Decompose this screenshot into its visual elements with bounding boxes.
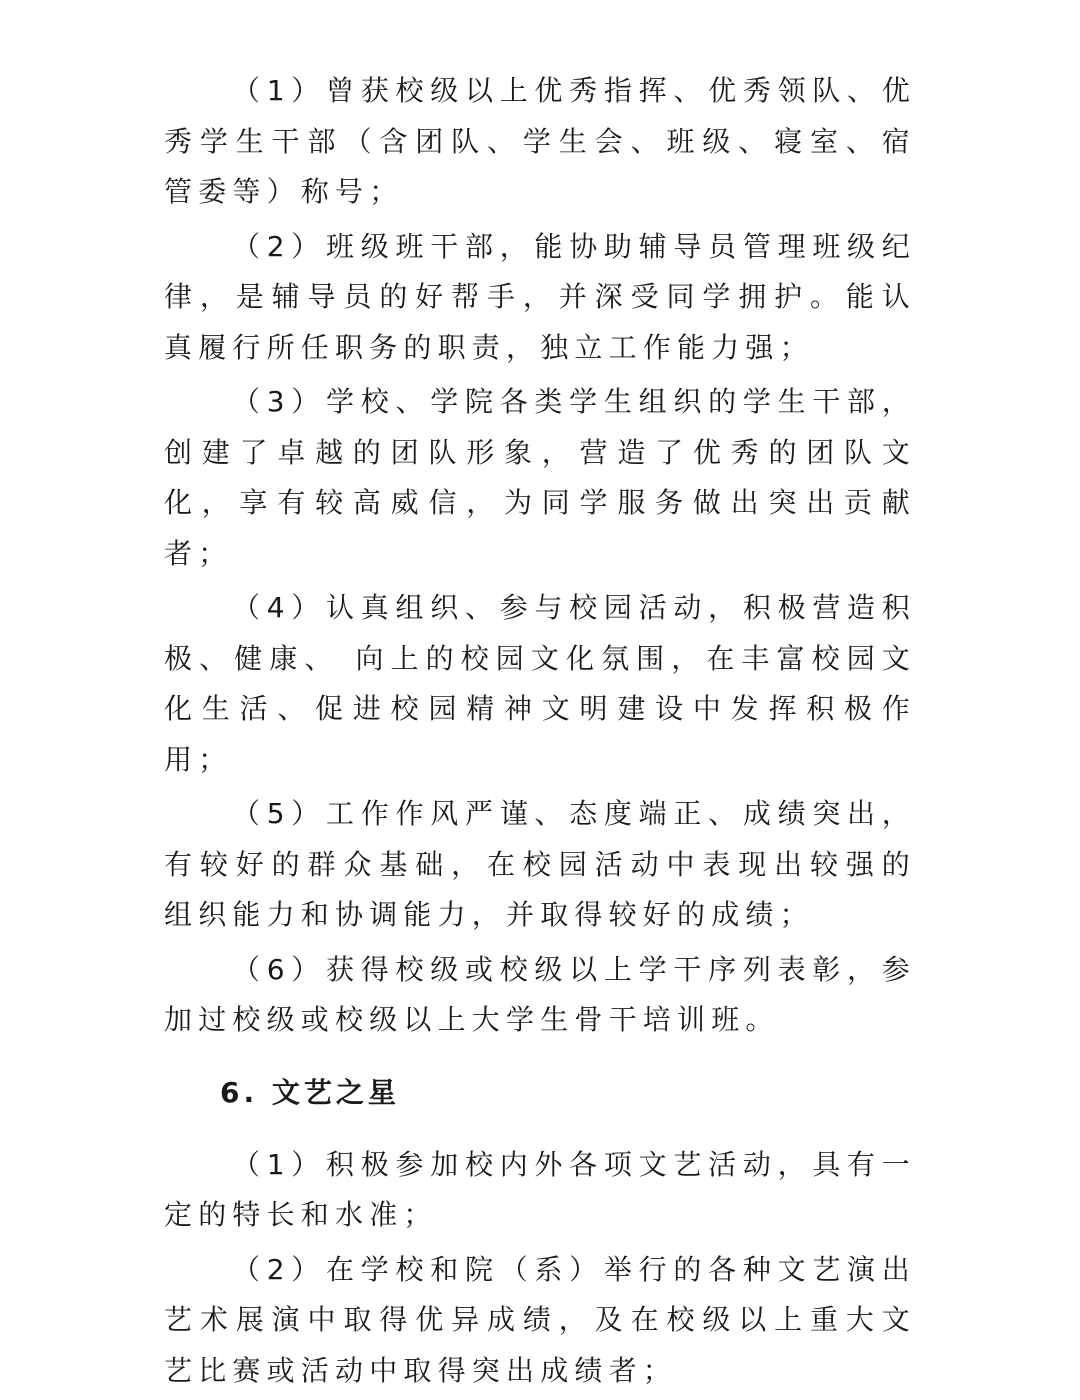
criteria-item-4: （4）认真组织、参与校园活动，积极营造积极、健康、 向上的校园文化氛围，在丰富校园文化生活、促进校园精神文明建设中发挥积极作用； [164,591,916,776]
criteria-item-2: （2）班级班干部，能协助辅导员管理班级纪律，是辅导员的好帮手，并深受同学拥护。能认真履行所任职务的职责，独立工作能力强； [164,229,916,364]
document-page [164,66,916,1400]
criteria-item-3: （3）学校、学院各类学生组织的学生干部，创建了卓越的团队形象，营造了优秀的团队文化，享有较高威信，为同学服务做出突出贡献者； [164,385,916,570]
arts-star-item-1: （1）积极参加校内外各项文艺活动，具有一定的特长和水准； [164,1147,916,1231]
criteria-item-5: （5）工作作风严谨、态度端正、成绩突出，有较好的群众基础，在校园活动中表现出较强的组织能力和协调能力，并取得较好的成绩； [164,797,916,931]
section-heading-arts-star: 6. 文艺之星 [220,1075,400,1109]
arts-star-item-2: （2）在学校和院（系）举行的各种文艺演出艺术展演中取得优异成绩，及在校级以上重大文艺比赛或活动中取得突出成绩者； [164,1252,916,1387]
criteria-item-6: （6）获得校级或校级以上学干序列表彰，参加过校级或校级以上大学生骨干培训班。 [164,952,916,1036]
criteria-item-1: （1）曾获校级以上优秀指挥、优秀领队、优秀学生干部（含团队、学生会、班级、寝室、宿管委等）称号； [164,74,916,208]
